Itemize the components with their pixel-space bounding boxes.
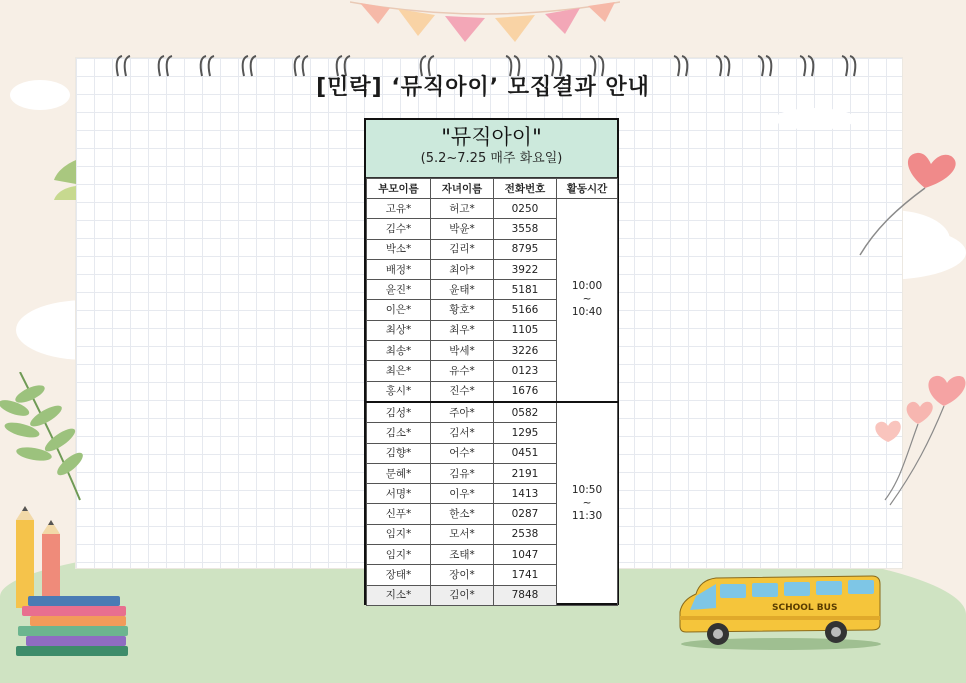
phone-cell: 0287 — [494, 504, 557, 524]
parent-name-cell: 최은* — [367, 361, 431, 381]
roster-table — [366, 178, 618, 606]
page-title: [민락] ‘뮤직아이’ 모집결과 안내 — [316, 75, 650, 100]
sheet-subtitle: (5.2~7.25 매주 화요일) — [420, 151, 563, 166]
phone-cell: 3558 — [494, 219, 557, 239]
child-name-cell: 박윤* — [431, 219, 494, 239]
column-header-parent: 부모이름 — [367, 179, 431, 199]
phone-cell: 3922 — [494, 259, 557, 279]
parent-name-cell: 임지* — [367, 545, 431, 565]
table-row — [367, 199, 618, 219]
phone-cell: 0250 — [494, 199, 557, 219]
child-name-cell: 최아* — [431, 259, 494, 279]
child-name-cell: 김유* — [431, 463, 494, 483]
time-separator: ~ — [582, 497, 592, 510]
time-value: 10:00 — [571, 280, 603, 293]
column-header-phone: 전화번호 — [494, 179, 557, 199]
child-name-cell: 이우* — [431, 484, 494, 504]
child-name-cell: 한소* — [431, 504, 494, 524]
child-name-cell: 최우* — [431, 320, 494, 340]
child-name-cell: 유수* — [431, 361, 494, 381]
parent-name-cell: 임지* — [367, 524, 431, 544]
child-name-cell: 박세* — [431, 341, 494, 361]
book-stack-icon — [12, 506, 142, 666]
table-header-row — [367, 179, 618, 199]
phone-cell: 3226 — [494, 341, 557, 361]
cloud-icon — [775, 108, 855, 130]
phone-cell: 5181 — [494, 280, 557, 300]
parent-name-cell: 지소* — [367, 585, 431, 605]
parent-name-cell: 김소* — [367, 423, 431, 443]
phone-cell: 1741 — [494, 565, 557, 585]
time-value: 11:30 — [571, 510, 603, 523]
parent-name-cell: 홍시* — [367, 381, 431, 402]
phone-cell: 1295 — [494, 423, 557, 443]
phone-cell: 0451 — [494, 443, 557, 463]
child-name-cell: 모서* — [431, 524, 494, 544]
child-name-cell: 진수* — [431, 381, 494, 402]
child-name-cell: 황호* — [431, 300, 494, 320]
heart-balloon-icon — [855, 150, 965, 260]
parent-name-cell: 고유* — [367, 199, 431, 219]
parent-name-cell: 서명* — [367, 484, 431, 504]
heart-balloon-icon — [860, 370, 966, 510]
bunting-icon — [350, 0, 620, 50]
sheet-header — [366, 120, 617, 178]
parent-name-cell: 윤진* — [367, 280, 431, 300]
bus-label: SCHOOL BUS — [772, 603, 838, 613]
phone-cell: 1047 — [494, 545, 557, 565]
activity-time-cell — [557, 402, 618, 605]
phone-cell: 2191 — [494, 463, 557, 483]
time-value: 10:40 — [571, 306, 603, 319]
phone-cell: 1676 — [494, 381, 557, 402]
parent-name-cell: 신푸* — [367, 504, 431, 524]
child-name-cell: 김이* — [431, 585, 494, 605]
activity-time-cell — [557, 199, 618, 402]
table-row — [367, 402, 618, 423]
parent-name-cell: 김향* — [367, 443, 431, 463]
parent-name-cell: 이은* — [367, 300, 431, 320]
phone-cell: 1413 — [494, 484, 557, 504]
roster-sheet — [364, 118, 619, 605]
parent-name-cell: 최상* — [367, 320, 431, 340]
phone-cell: 8795 — [494, 239, 557, 259]
parent-name-cell: 문혜* — [367, 463, 431, 483]
parent-name-cell: 최송* — [367, 341, 431, 361]
parent-name-cell: 장태* — [367, 565, 431, 585]
time-separator: ~ — [582, 293, 592, 306]
child-name-cell: 어수* — [431, 443, 494, 463]
phone-cell: 5166 — [494, 300, 557, 320]
time-value: 10:50 — [571, 484, 603, 497]
child-name-cell: 장이* — [431, 565, 494, 585]
child-name-cell: 김서* — [431, 423, 494, 443]
child-name-cell: 주아* — [431, 402, 494, 423]
leaf-plant-icon — [54, 160, 76, 200]
parent-name-cell: 박소* — [367, 239, 431, 259]
pencil-icon — [16, 506, 34, 608]
phone-cell: 0123 — [494, 361, 557, 381]
child-name-cell: 김리* — [431, 239, 494, 259]
phone-cell: 1105 — [494, 320, 557, 340]
phone-cell: 0582 — [494, 402, 557, 423]
school-bus-icon — [676, 572, 886, 652]
leaf-plant-icon — [0, 372, 100, 502]
parent-name-cell: 김수* — [367, 219, 431, 239]
child-name-cell: 허고* — [431, 199, 494, 219]
child-name-cell: 조태* — [431, 545, 494, 565]
phone-cell: 2538 — [494, 524, 557, 544]
parent-name-cell: 김성* — [367, 402, 431, 423]
child-name-cell: 윤태* — [431, 280, 494, 300]
column-header-time: 활동시간 — [557, 179, 618, 199]
parent-name-cell: 배정* — [367, 259, 431, 279]
column-header-child: 자녀이름 — [431, 179, 494, 199]
sheet-title: "뮤직아이" — [441, 125, 542, 149]
phone-cell: 7848 — [494, 585, 557, 605]
